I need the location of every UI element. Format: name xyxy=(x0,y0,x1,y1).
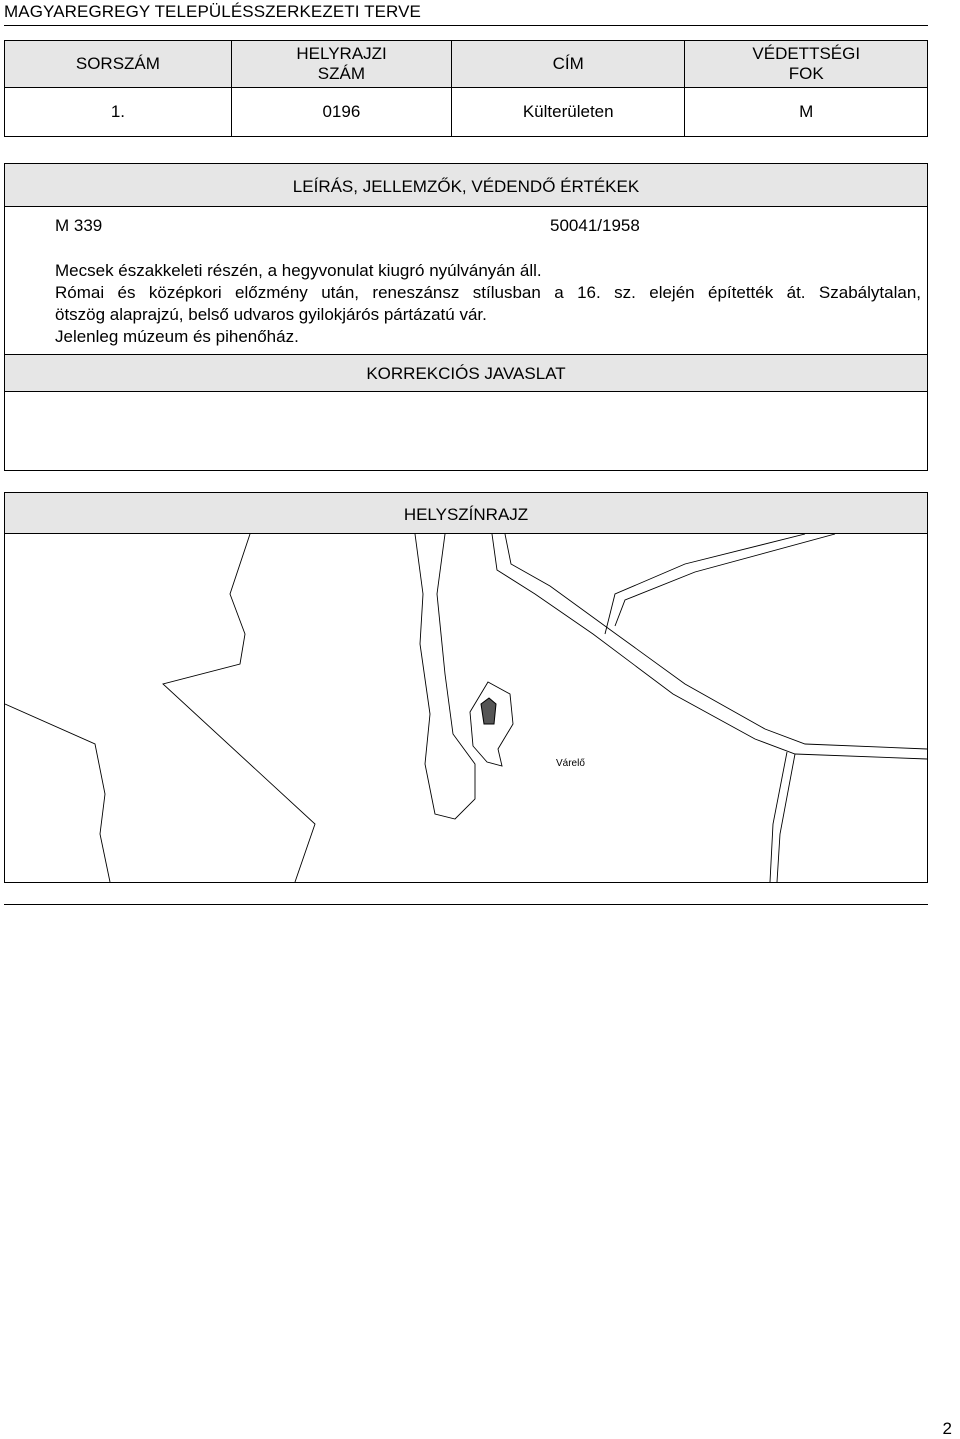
cell-cim: Külterületen xyxy=(451,88,685,137)
site-plan-title: HELYSZÍNRAJZ xyxy=(5,493,927,534)
col-header-vedettsegi-fok xyxy=(685,41,928,88)
map-label-varelo: Várelő xyxy=(556,758,585,769)
table-row xyxy=(5,88,928,137)
helyrajzi-label: HELYRAJZI SZÁM xyxy=(296,44,387,83)
monument-code: M 339 xyxy=(55,216,103,235)
monument-table xyxy=(4,40,928,137)
cell-sorszam: 1. xyxy=(5,88,232,137)
table-header-row xyxy=(5,41,928,88)
castle-building-icon xyxy=(481,698,496,724)
site-map xyxy=(5,534,927,882)
description-line: Jelenleg múzeum és pihenőház. xyxy=(55,327,299,346)
col-header-sorszam: SORSZÁM xyxy=(5,41,232,88)
description-line: Mecsek északkeleti részén, a hegyvonulat kiugró nyúlványán áll. xyxy=(55,261,542,280)
map-south-line xyxy=(777,754,795,882)
map-north-road xyxy=(605,534,805,634)
description-section xyxy=(4,163,928,471)
site-plan-section xyxy=(4,492,928,883)
registry-number: 50041/1958 xyxy=(550,216,640,235)
cell-vedettsegi-fok: M xyxy=(685,88,928,137)
vedettsegi-label: VÉDETTSÉGI FOK xyxy=(752,44,861,83)
header-divider xyxy=(4,25,928,26)
description-line: Római és középkori előzmény után, reneszánsz stílusban a 16. sz. elején építették át. Szabálytalan, xyxy=(55,283,921,302)
footer-divider xyxy=(4,904,928,905)
description-line: ötszög alaprajzú, belső udvaros gyilokjárós pártázatú vár. xyxy=(55,305,487,324)
col-header-cim: CÍM xyxy=(451,41,685,88)
map-road-narrow xyxy=(415,534,475,819)
description-text xyxy=(55,260,921,348)
document-title: MAGYAREGREGY TELEPÜLÉSSZERKEZETI TERVE xyxy=(4,2,421,21)
correction-title: KORREKCIÓS JAVASLAT xyxy=(5,354,927,392)
map-line-left-edge xyxy=(5,704,110,882)
col-header-helyrajzi-szam xyxy=(231,41,451,88)
map-parcel-left xyxy=(163,534,315,882)
description-title: LEÍRÁS, JELLEMZŐK, VÉDENDŐ ÉRTÉKEK xyxy=(5,164,927,207)
cell-helyrajzi-szam: 0196 xyxy=(231,88,451,137)
page-number: 2 xyxy=(942,1419,952,1438)
